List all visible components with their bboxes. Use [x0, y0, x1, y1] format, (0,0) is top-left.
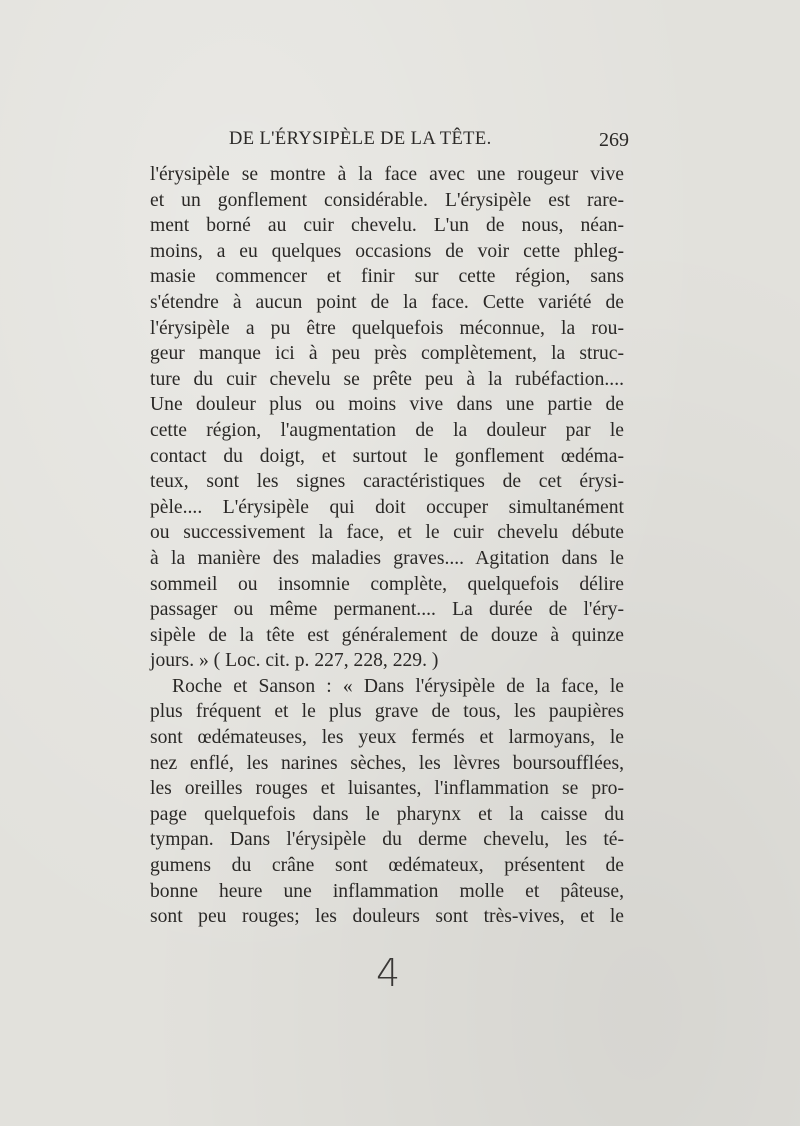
text-line: contact du doigt, et surtout le gonflement œdéma-: [150, 445, 624, 467]
text-line: s'étendre à aucun point de la face. Cette variété de: [150, 291, 624, 313]
text-line: pèle.... L'érysipèle qui doit occuper simultanément: [150, 496, 624, 518]
text-line: les oreilles rouges et luisantes, l'inflammation se pro-: [150, 778, 624, 800]
text-line: geur manque ici à peu près complètement, la struc-: [150, 343, 624, 365]
text-line: plus fréquent et le plus grave de tous, les paupières: [150, 701, 624, 723]
text-line: ture du cuir chevelu se prête peu à la rubéfaction....: [150, 368, 624, 390]
text-line: bonne heure une inflammation molle et pâteuse,: [150, 880, 624, 902]
text-line: Roche et Sanson : « Dans l'érysipèle de la face, le: [172, 675, 624, 697]
page-header: [229, 129, 629, 157]
running-title: DE L'ÉRYSIPÈLE DE LA TÊTE.: [229, 129, 492, 149]
text-line: tympan. Dans l'érysipèle du derme chevelu, les té-: [150, 829, 624, 851]
text-line: Une douleur plus ou moins vive dans une partie de: [150, 394, 624, 416]
text-line: ment borné au cuir chevelu. L'un de nous, néan-: [150, 215, 624, 237]
text-line: et un gonflement considérable. L'érysipèle est rare-: [150, 189, 624, 211]
text-line: moins, a eu quelques occasions de voir cette phleg-: [150, 240, 624, 262]
text-line: page quelquefois dans le pharynx et la caisse du: [150, 803, 624, 825]
page-number: 269: [599, 129, 629, 151]
handwritten-mark: 4: [376, 951, 401, 995]
text-line: l'érysipèle a pu être quelquefois méconnue, la rou-: [150, 317, 624, 339]
text-line: sont œdémateuses, les yeux fermés et larmoyans, le: [150, 727, 624, 749]
text-line: ou successivement la face, et le cuir chevelu débute: [150, 522, 624, 544]
text-line: cette région, l'augmentation de la douleur par le: [150, 419, 624, 441]
text-line: nez enflé, les narines sèches, les lèvres boursoufflées,: [150, 752, 624, 774]
text-line: sipèle de la tête est généralement de douze à quinze: [150, 624, 624, 646]
text-line: sont peu rouges; les douleurs sont très-vives, et le: [150, 906, 624, 928]
text-line: teux, sont les signes caractéristiques de cet érysi-: [150, 471, 624, 493]
text-line: passager ou même permanent.... La durée de l'éry-: [150, 599, 624, 621]
text-line: sommeil ou insomnie complète, quelquefois délire: [150, 573, 624, 595]
text-line: jours. » ( Loc. cit. p. 227, 228, 229. ): [150, 650, 439, 672]
text-line: masie commencer et finir sur cette région, sans: [150, 266, 624, 288]
text-line: gumens du crâne sont œdémateux, présentent de: [150, 855, 624, 877]
text-line: l'érysipèle se montre à la face avec une rougeur vive: [150, 164, 624, 185]
text-line: à la manière des maladies graves.... Agitation dans le: [150, 547, 624, 569]
body-text: [150, 162, 624, 930]
